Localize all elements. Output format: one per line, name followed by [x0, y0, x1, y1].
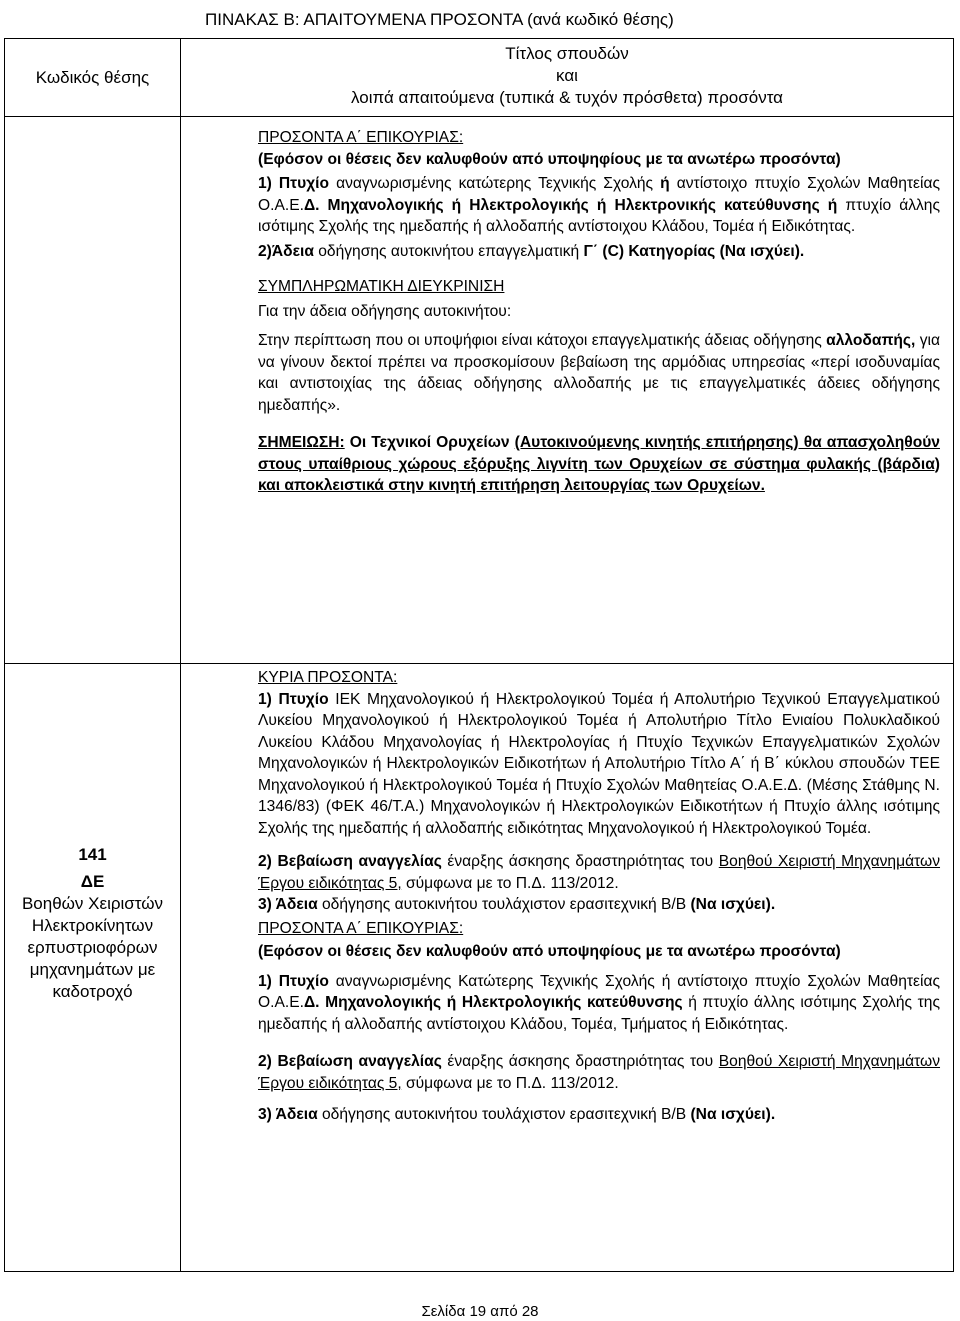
page-title: ΠΙΝΑΚΑΣ Β: ΑΠΑΙΤΟΥΜΕΝΑ ΠΡΟΣΟΝΤΑ (ανά κωδικό θέσης)	[205, 10, 674, 29]
qualification-2: 2)Άδεια οδήγησης αυτοκινήτου επαγγελματική Γ΄ (C) Κατηγορίας (Να ισχύει).	[258, 242, 805, 260]
header-title-column	[181, 43, 953, 109]
secondary-condition: (Εφόσον οι θέσεις δεν καλυφθούν από υποψηφίους με τα ανωτέρω προσόντα)	[258, 943, 841, 960]
row2-qualifications	[258, 667, 940, 1126]
position-name-line: καδοτροχό	[52, 982, 133, 1001]
position-code: 141	[78, 845, 107, 864]
secondary-heading: ΠΡΟΣΟΝΤΑ Α΄ ΕΠΙΚΟΥΡΙΑΣ:	[258, 919, 464, 937]
condition-text: (Εφόσον οι θέσεις δεν καλυφθούν από υποψηφίους με τα ανωτέρω προσόντα)	[258, 150, 841, 168]
position-code-cell	[5, 844, 180, 1003]
row-divider	[5, 663, 953, 664]
note-text: ΣΗΜΕΙΩΣΗ: Οι Τεχνικοί Ορυχείων (Αυτοκινούμενης κινητής επιτήρησης) θα απασχοληθούν στους υπαίθριους χώρους εξόρυξης λιγνίτη των Ορυχείων σε σύστημα φυλακής (βάρδια) και αποκλειστικά στην κινητή επιτήρηση λειτουργίας των Ορυχείων.	[258, 434, 940, 494]
row1-qualifications	[258, 127, 940, 497]
header-divider	[5, 116, 953, 117]
supplementary-subheading: Για την άδεια οδήγησης αυτοκινήτου:	[258, 302, 512, 320]
position-name-line: ερπυστριοφόρων	[27, 938, 158, 957]
qualification-1: 1) Πτυχίο αναγνωρισμένης κατώτερης Τεχνικής Σχολής ή αντίστοιχο πτυχίο Σχολών Μαθητείας Ο.Α.Ε.Δ. Μηχανολογικής ή Ηλεκτρολογικής ή Ηλεκτρονικής κατεύθυνσης ή πτυχίο άλλης ισότιμης Σχολής της ημεδαπής ή αλλοδαπής αντίστοιχου Κλάδου, Τομέα ή Ειδικότητας.	[258, 175, 940, 235]
header-title-line: Τίτλος σπουδών	[505, 44, 629, 63]
main-qualification-1: 1) Πτυχίο ΙΕΚ Μηχανολογικού ή Ηλεκτρολογικού Τομέα ή Απολυτήριο Τεχνικού Επαγγελματικού Λυκείου Μηχανολογικού ή Ηλεκτρολογικού Τομέα ή Απολυτήριο Τίτλο Ενιαίου Πολυκλαδικού Λυκείου Κλάδου Μηχανολογίας ή Ηλεκτρολογίας ή Πτυχίο Τεχνικών Επαγγελματικών Σχολών Μηχανολογικών ή Ηλεκτρολογικών Ειδικοτήτων ή Απολυτήριο Τίτλο Α΄ ή Β΄ κύκλου σπουδών ΤΕΕ Μηχανολογικού ή Ηλεκτρολογικού Τομέα ή Πτυχίο Σχολών Μαθητείας Ο.Α.Ε.Δ. (Μέσης Στάθμης Ν. 1346/83) (ΦΕΚ 46/Τ.Α.) Μηχανολογικών ή Ηλεκτρολογικών Ειδικοτήτων ή Πτυχίο άλλης ισότιμης Σχολής της ημεδαπής ή αλλοδαπής ειδικότητας Μηχανολογικού ή Ηλεκτρολογικού Τομέα.	[258, 690, 940, 837]
position-name-line: μηχανημάτων με	[29, 960, 156, 979]
secondary-qualification-3: 3) Άδεια οδήγησης αυτοκινήτου τουλάχιστον ερασιτεχνική Β/Β (Να ισχύει).	[258, 1106, 776, 1123]
supplementary-heading: ΣΥΜΠΛΗΡΩΜΑΤΙΚΗ ΔΙΕΥΚΡΙΝΙΣΗ	[258, 278, 505, 295]
main-heading: ΚΥΡΙΑ ΠΡΟΣΟΝΤΑ:	[258, 669, 398, 686]
secondary-qualification-1: 1) Πτυχίο αναγνωρισμένης Κατώτερης Τεχνικής Σχολής ή αντίστοιχο πτυχίο Σχολών Μαθητείας Ο.Α.Ε.Δ. Μηχανολογικής ή Ηλεκτρολογικής κατεύθυνσης ή πτυχίο άλλης ισότιμης Σχολής της ημεδαπής ή αλλοδαπής αντίστοιχου Κλάδου, Τομέα, Τμήματος ή Ειδικότητας.	[258, 972, 940, 1033]
header-code-label: Κωδικός θέσης	[35, 67, 150, 87]
column-divider	[180, 39, 181, 1271]
supplementary-text: Στην περίπτωση που οι υποψήφιοι είναι κάτοχοι επαγγελματικής άδειας οδήγησης αλλοδαπής, για να γίνουν δεκτοί πρέπει να προσκομίσουν βεβαίωση της αρμόδιας υπηρεσίας «περί ισοδυναμίας και αντιστοιχίας της άδειας οδήγησης αλλοδαπής με τις επαγγελματικές άδειες οδήγησης ημεδαπής».	[258, 332, 940, 414]
main-qualification-3: 3) Άδεια οδήγησης αυτοκινήτου τουλάχιστον ερασιτεχνική Β/Β (Να ισχύει).	[258, 896, 776, 913]
section-heading: ΠΡΟΣΟΝΤΑ Α΄ ΕΠΙΚΟΥΡΙΑΣ:	[258, 129, 464, 146]
secondary-qualification-2: 2) Βεβαίωση αναγγελίας έναρξης άσκησης δραστηριότητας του Βοηθού Χειριστή Μηχανημάτων Έργου ειδικότητας 5, σύμφωνα με το Π.Δ. 113/2012.	[258, 1053, 941, 1092]
position-category: ΔΕ	[80, 872, 105, 891]
position-name-line: Βοηθών Χειριστών	[21, 894, 164, 913]
page-footer: Σελίδα 19 από 28	[421, 1303, 539, 1320]
header-code-column	[5, 39, 180, 116]
position-name-line: Ηλεκτροκίνητων	[31, 916, 154, 935]
header-title-line: λοιπά απαιτούμενα (τυπικά & τυχόν πρόσθετα) προσόντα	[351, 88, 783, 107]
main-qualification-2: 2) Βεβαίωση αναγγελίας έναρξης άσκησης δραστηριότητας του Βοηθού Χειριστή Μηχανημάτων Έργου ειδικότητας 5, σύμφωνα με το Π.Δ. 113/2012.	[258, 853, 941, 892]
header-title-line: και	[556, 66, 578, 85]
